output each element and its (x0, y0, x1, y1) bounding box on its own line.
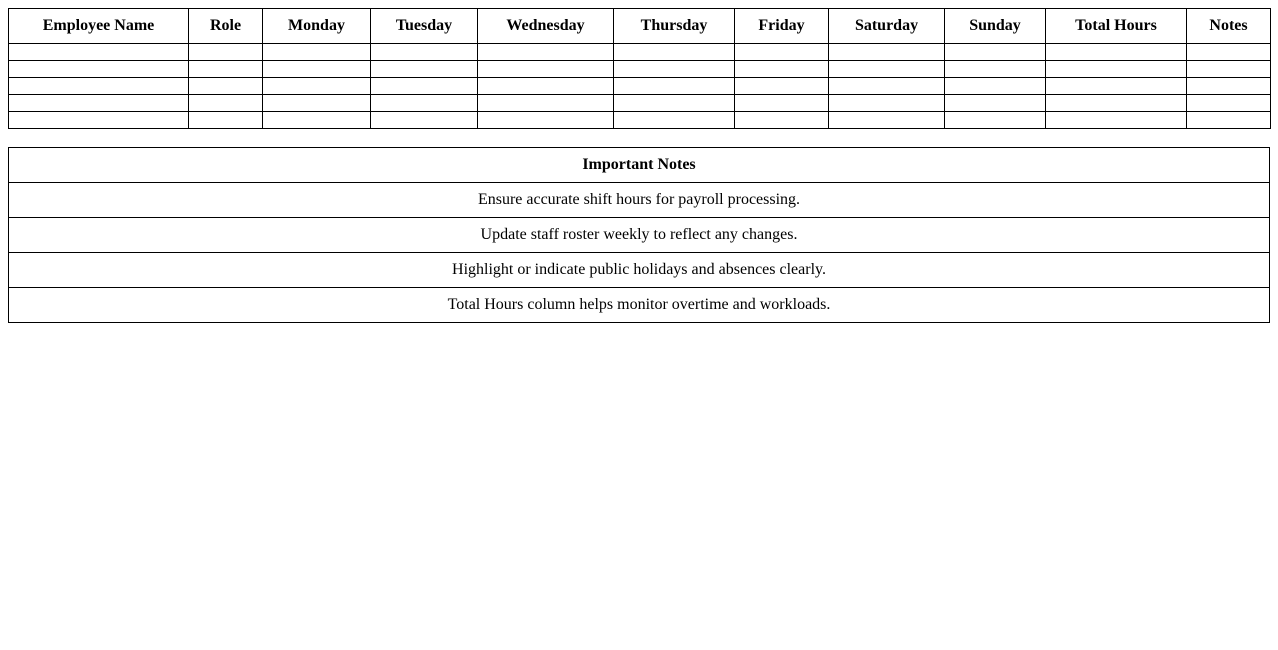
notes-title: Important Notes (9, 148, 1270, 183)
note-row (9, 218, 1270, 253)
note-item: Highlight or indicate public holidays and absences clearly. (9, 253, 1270, 288)
column-header-total-hours: Total Hours (1046, 9, 1187, 44)
roster-cell[interactable] (945, 44, 1046, 61)
note-item: Update staff roster weekly to reflect any changes. (9, 218, 1270, 253)
roster-cell[interactable] (371, 95, 478, 112)
roster-cell[interactable] (371, 112, 478, 129)
column-header-saturday: Saturday (829, 9, 945, 44)
note-row (9, 253, 1270, 288)
roster-cell[interactable] (263, 61, 371, 78)
roster-cell[interactable] (263, 95, 371, 112)
roster-cell[interactable] (1187, 95, 1271, 112)
roster-cell[interactable] (614, 95, 735, 112)
roster-cell[interactable] (945, 61, 1046, 78)
note-item: Total Hours column helps monitor overtime and workloads. (9, 288, 1270, 323)
roster-cell[interactable] (371, 61, 478, 78)
roster-cell[interactable] (614, 78, 735, 95)
roster-cell[interactable] (263, 78, 371, 95)
roster-cell[interactable] (829, 112, 945, 129)
roster-cell[interactable] (1187, 61, 1271, 78)
roster-cell[interactable] (478, 44, 614, 61)
roster-cell[interactable] (9, 95, 189, 112)
roster-cell[interactable] (189, 112, 263, 129)
table-row (9, 61, 1271, 78)
table-row (9, 78, 1271, 95)
roster-cell[interactable] (1187, 112, 1271, 129)
roster-cell[interactable] (614, 44, 735, 61)
notes-header-row (9, 148, 1270, 183)
roster-cell[interactable] (945, 95, 1046, 112)
column-header-sunday: Sunday (945, 9, 1046, 44)
roster-cell[interactable] (189, 61, 263, 78)
roster-cell[interactable] (735, 61, 829, 78)
roster-cell[interactable] (478, 95, 614, 112)
roster-cell[interactable] (735, 44, 829, 61)
roster-cell[interactable] (945, 78, 1046, 95)
roster-cell[interactable] (189, 78, 263, 95)
roster-cell[interactable] (735, 95, 829, 112)
roster-cell[interactable] (614, 112, 735, 129)
roster-cell[interactable] (1187, 78, 1271, 95)
roster-cell[interactable] (371, 44, 478, 61)
column-header-thursday: Thursday (614, 9, 735, 44)
roster-cell[interactable] (478, 78, 614, 95)
roster-cell[interactable] (478, 61, 614, 78)
roster-cell[interactable] (9, 44, 189, 61)
column-header-role: Role (189, 9, 263, 44)
page-content (8, 8, 1270, 323)
roster-cell[interactable] (735, 78, 829, 95)
roster-cell[interactable] (263, 112, 371, 129)
staff-roster-table (8, 8, 1271, 129)
roster-cell[interactable] (189, 44, 263, 61)
roster-cell[interactable] (1046, 61, 1187, 78)
roster-cell[interactable] (371, 78, 478, 95)
column-header-tuesday: Tuesday (371, 9, 478, 44)
roster-cell[interactable] (1046, 78, 1187, 95)
column-header-monday: Monday (263, 9, 371, 44)
roster-cell[interactable] (829, 78, 945, 95)
roster-cell[interactable] (1046, 112, 1187, 129)
column-header-employee-name: Employee Name (9, 9, 189, 44)
table-row (9, 44, 1271, 61)
roster-cell[interactable] (829, 61, 945, 78)
roster-cell[interactable] (1187, 44, 1271, 61)
column-header-notes: Notes (1187, 9, 1271, 44)
roster-cell[interactable] (829, 44, 945, 61)
note-item: Ensure accurate shift hours for payroll processing. (9, 183, 1270, 218)
column-header-wednesday: Wednesday (478, 9, 614, 44)
roster-cell[interactable] (189, 95, 263, 112)
roster-cell[interactable] (945, 112, 1046, 129)
roster-cell[interactable] (1046, 44, 1187, 61)
roster-cell[interactable] (829, 95, 945, 112)
table-row (9, 112, 1271, 129)
note-row (9, 183, 1270, 218)
roster-cell[interactable] (735, 112, 829, 129)
roster-cell[interactable] (9, 61, 189, 78)
column-header-friday: Friday (735, 9, 829, 44)
note-row (9, 288, 1270, 323)
roster-header-row (9, 9, 1271, 44)
roster-body (9, 44, 1271, 129)
important-notes-table (8, 147, 1270, 323)
table-row (9, 95, 1271, 112)
roster-cell[interactable] (478, 112, 614, 129)
roster-cell[interactable] (9, 78, 189, 95)
roster-cell[interactable] (1046, 95, 1187, 112)
roster-cell[interactable] (9, 112, 189, 129)
roster-cell[interactable] (263, 44, 371, 61)
roster-cell[interactable] (614, 61, 735, 78)
